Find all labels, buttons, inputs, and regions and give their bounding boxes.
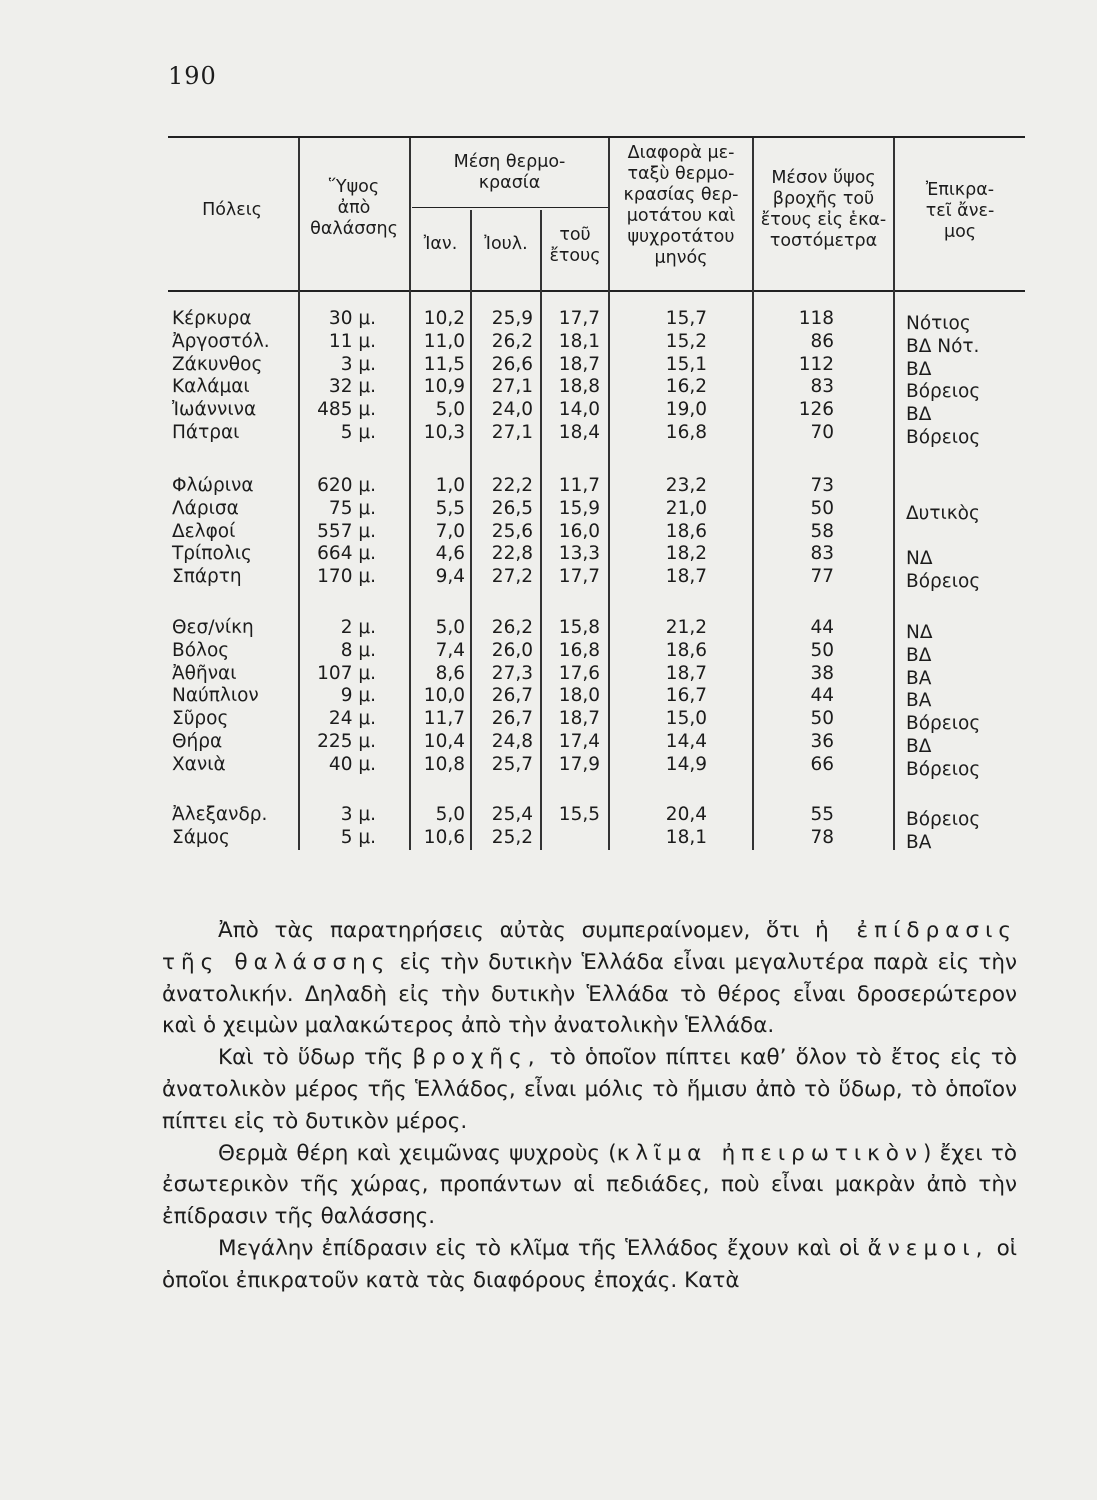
body-text — [162, 915, 1017, 1297]
cell-city: Ἀθῆναι — [172, 662, 237, 684]
cell-diff: 18,7 — [665, 566, 707, 588]
cell-city: Σῦρος — [172, 708, 229, 730]
cell-jul: 25,4 — [491, 804, 533, 825]
cell-diff: 21,2 — [665, 617, 707, 638]
paragraph-text: Μεγάλην ἐπίδρασιν εἰς τὸ κλῖμα τῆς Ἑλλάδος ἔχουν καὶ οἱ — [218, 1235, 868, 1261]
cell-wind: ΒΑ — [906, 667, 932, 689]
cell-wind: ΝΔ — [906, 622, 933, 643]
cell-rain: 118 — [798, 308, 834, 329]
cell-jul: 25,7 — [491, 753, 533, 775]
cell-altitude: 40 μ. — [328, 753, 376, 775]
cell-rain: 73 — [810, 475, 834, 496]
cell-diff: 21,0 — [665, 497, 707, 519]
cell-jul: 26,6 — [491, 353, 533, 375]
cell-year: 15,5 — [558, 804, 600, 825]
cell-jan: 10,8 — [423, 753, 465, 775]
cell-jul: 26,2 — [491, 330, 533, 352]
cell-rain: 50 — [810, 497, 834, 519]
paragraph — [162, 1233, 1017, 1297]
cell-wind: Βόρειος — [906, 758, 981, 780]
cell-rain: 77 — [810, 566, 834, 588]
cell-altitude: 107 μ. — [317, 662, 376, 684]
header-altitude: Ὕψος ἀπὸ θαλάσσης — [310, 177, 398, 239]
cell-altitude: 11 μ. — [328, 330, 376, 352]
header-prevailing-wind: Ἐπικρα- τεῖ ἄνε- μος — [925, 180, 995, 242]
cell-jan: 11,7 — [423, 708, 465, 730]
cell-rain: 70 — [810, 422, 834, 443]
emphasized-text: βροχῆς, — [412, 1045, 541, 1071]
header-jul: Ἰουλ. — [484, 234, 528, 254]
cell-jan: 1,0 — [435, 475, 465, 496]
cell-rain: 44 — [810, 617, 834, 638]
emphasized-text: κλῖμα ἠπειρωτικὸν — [616, 1140, 924, 1166]
emphasized-text: ἄνεμοι, — [867, 1235, 989, 1261]
cell-diff: 16,8 — [665, 422, 707, 443]
cell-altitude: 170 μ. — [317, 566, 376, 588]
emphasized-text: ἡ ἐπίδρασις τῆς θαλάσσης — [162, 918, 1018, 975]
cell-diff: 14,9 — [665, 753, 707, 775]
cell-diff: 16,7 — [665, 685, 707, 707]
cell-altitude: 485 μ. — [317, 399, 376, 421]
header-temp-diff: Διαφορὰ με- ταξὺ θερμο- κρασίας θερ- μοτάτου καὶ ψυχροτάτου μηνός — [623, 143, 739, 268]
cell-city: Ζάκυνθος — [172, 353, 263, 375]
paragraph-text: οἱ ὁποῖοι ἐπικρατοῦν κατὰ τὰς διαφόρους ἐποχάς. Κατὰ — [162, 1235, 1018, 1293]
cell-jan: 10,6 — [423, 826, 465, 848]
paragraph-text: τὸ ὁποῖον πίπτει καθ’ ὅλον τὸ ἔτος εἰς τὸ ἀνατολικὸν μέρος τῆς Ἑλλάδος, εἶναι μόλις τὸ ἥμισυ ἀπὸ τὸ ὕδωρ, τὸ ὁποῖον πίπτει εἰς τὸ δυτικὸν μέρος. — [162, 1045, 1017, 1134]
cell-altitude: 225 μ. — [317, 731, 376, 752]
cell-rain: 86 — [810, 330, 834, 352]
paragraph-text: εἰς τὴν δυτικὴν Ἑλλάδα εἶναι μεγαλυτέρα παρὰ εἰς τὴν ἀνατολικήν. Δηλαδὴ εἰς τὴν δυτικὴν Ἑλλάδα τὸ θέρος εἶναι δροσερώτερον καὶ ὁ χειμὼν μαλακώτερος ἀπὸ τὴν ἀνατολικὴν Ἑλλάδα. — [162, 949, 1018, 1039]
cell-altitude: 75 μ. — [328, 497, 376, 519]
cell-altitude: 3 μ. — [340, 804, 376, 825]
cell-diff: 20,4 — [665, 804, 707, 825]
cell-jan: 10,0 — [423, 685, 465, 707]
cell-city: Σπάρτη — [172, 566, 242, 588]
cell-year: 11,7 — [558, 475, 600, 496]
cell-city: Ναύπλιον — [172, 685, 259, 707]
paragraph-text: Θερμὰ θέρη καὶ χειμῶνας ψυχροὺς ( — [218, 1140, 617, 1166]
cell-city: Θήρα — [172, 731, 223, 752]
cell-wind: ΒΔ Νότ. — [906, 335, 980, 357]
paragraph-text: ) ἔχει τὸ ἐσωτερικὸν τῆς χώρας, προπάντων αἱ πεδιάδες, ποὺ εἶναι μακρὰν ἀπὸ τὴν ἐπίδρασιν τῆς θαλάσσης. — [162, 1140, 1017, 1230]
cell-jan: 4,6 — [435, 543, 465, 565]
cell-rain: 83 — [810, 543, 834, 565]
cell-rain: 55 — [810, 804, 834, 825]
cell-wind: ΒΔ — [906, 404, 932, 426]
cell-altitude: 664 μ. — [317, 543, 376, 565]
cell-jan: 10,3 — [423, 422, 465, 443]
cell-year: 17,7 — [558, 566, 600, 588]
cell-city: Θεσ/νίκη — [172, 617, 254, 638]
cell-altitude: 30 μ. — [328, 308, 376, 329]
cell-jul: 26,2 — [491, 617, 533, 638]
cell-year: 15,8 — [558, 617, 600, 638]
cell-jan: 10,2 — [423, 308, 465, 329]
cell-wind: Βόρειος — [906, 713, 981, 735]
cell-city: Κέρκυρα — [172, 308, 252, 329]
cell-year: 18,1 — [558, 330, 600, 352]
cell-altitude: 3 μ. — [340, 353, 376, 375]
cell-diff: 14,4 — [665, 731, 707, 752]
cell-diff: 15,1 — [665, 353, 707, 375]
cell-city: Πάτραι — [172, 422, 240, 443]
cell-city: Καλάμαι — [172, 376, 250, 398]
cell-diff: 18,2 — [665, 543, 707, 565]
cell-year: 17,4 — [558, 731, 600, 752]
cell-jul: 25,2 — [491, 826, 533, 848]
cell-jan: 5,0 — [435, 804, 465, 825]
cell-altitude: 2 μ. — [340, 617, 376, 638]
cell-city: Ἀλεξανδρ. — [172, 804, 268, 825]
cell-year: 17,9 — [558, 753, 600, 775]
cell-jul: 27,2 — [491, 566, 533, 588]
cell-jan: 5,5 — [435, 497, 465, 519]
cell-jul: 26,7 — [491, 685, 533, 707]
cell-year: 15,9 — [558, 497, 600, 519]
cell-rain: 83 — [810, 376, 834, 398]
cell-diff: 23,2 — [665, 475, 707, 496]
cell-diff: 18,1 — [665, 826, 707, 848]
cell-jul: 26,0 — [491, 639, 533, 661]
cell-city: Ἀργοστόλ. — [172, 330, 270, 352]
cell-wind: ΝΔ — [906, 548, 933, 570]
cell-year: 18,7 — [558, 353, 600, 375]
header-year: τοῦ ἔτους — [549, 225, 601, 266]
cell-wind: ΒΔ — [906, 736, 932, 757]
cell-diff: 15,0 — [665, 708, 707, 730]
cell-rain: 112 — [798, 353, 834, 375]
cell-altitude: 620 μ. — [317, 475, 376, 496]
cell-jan: 10,9 — [423, 376, 465, 398]
cell-diff: 19,0 — [665, 399, 707, 421]
cell-jul: 22,8 — [491, 543, 533, 565]
paragraph-text: Ἀπὸ τὰς παρατηρήσεις αὐτὰς συμπεραίνομεν, ὅτι — [218, 918, 816, 943]
cell-jul: 22,2 — [491, 475, 533, 496]
col-divider — [893, 138, 895, 850]
cell-rain: 58 — [810, 520, 834, 542]
cell-jul: 24,8 — [491, 731, 533, 752]
cell-wind: ΒΔ — [906, 644, 932, 666]
cell-altitude: 32 μ. — [328, 376, 376, 398]
cell-wind: Βόρειος — [906, 571, 981, 593]
cell-jan: 10,4 — [423, 731, 465, 752]
cell-jan: 11,0 — [423, 330, 465, 352]
page-number: 190 — [168, 62, 217, 90]
cell-diff: 15,7 — [665, 308, 707, 329]
cell-altitude: 8 μ. — [340, 639, 376, 661]
cell-year: 17,6 — [558, 662, 600, 684]
cell-rain: 78 — [810, 826, 834, 848]
cell-wind: Βόρειος — [906, 809, 981, 830]
header-jan: Ἰαν. — [423, 234, 458, 254]
cell-year: 18,8 — [558, 376, 600, 398]
cell-altitude: 24 μ. — [328, 708, 376, 730]
cell-year: 18,7 — [558, 708, 600, 730]
cell-altitude: 9 μ. — [340, 685, 376, 707]
paragraph — [162, 1138, 1017, 1233]
cell-jul: 27,1 — [491, 376, 533, 398]
cell-jan: 7,0 — [435, 520, 465, 542]
cell-jan: 7,4 — [435, 639, 465, 661]
cell-jul: 25,6 — [491, 520, 533, 542]
cell-rain: 66 — [810, 753, 834, 775]
cell-jul: 27,3 — [491, 662, 533, 684]
cell-jul: 26,5 — [491, 497, 533, 519]
cell-rain: 50 — [810, 639, 834, 661]
header-city: Πόλεις — [202, 200, 262, 220]
cell-year: 18,4 — [558, 422, 600, 443]
cell-wind: Βόρειος — [906, 427, 981, 448]
paragraph — [162, 1042, 1017, 1137]
temp-header-rule — [412, 207, 608, 208]
cell-city: Χανιὰ — [172, 753, 226, 775]
cell-wind: Δυτικὸς — [906, 502, 980, 524]
cell-wind: ΒΔ — [906, 358, 932, 380]
cell-jul: 26,7 — [491, 708, 533, 730]
cell-diff: 16,2 — [665, 376, 707, 398]
cell-jul: 27,1 — [491, 422, 533, 443]
cell-rain: 126 — [798, 399, 834, 421]
cell-jan: 9,4 — [435, 566, 465, 588]
cell-jan: 11,5 — [423, 353, 465, 375]
cell-city: Τρίπολις — [172, 543, 252, 565]
cell-altitude: 5 μ. — [340, 422, 376, 443]
cell-city: Λάρισα — [172, 497, 239, 519]
cell-rain: 38 — [810, 662, 834, 684]
cell-year: 16,0 — [558, 520, 600, 542]
cell-wind: ΒΑ — [906, 831, 932, 853]
header-rainfall: Μέσον ὕψος βροχῆς τοῦ ἔτους εἰς ἑκα- τοστόμετρα — [760, 168, 887, 251]
cell-year: 14,0 — [558, 399, 600, 421]
cell-jul: 24,0 — [491, 399, 533, 421]
cell-jan: 8,6 — [435, 662, 465, 684]
cell-diff: 18,7 — [665, 662, 707, 684]
cell-rain: 44 — [810, 685, 834, 707]
cell-jan: 5,0 — [435, 399, 465, 421]
cell-diff: 15,2 — [665, 330, 707, 352]
cell-diff: 18,6 — [665, 639, 707, 661]
cell-wind: Βόρειος — [906, 381, 981, 403]
cell-altitude: 557 μ. — [317, 520, 376, 542]
cell-city: Βόλος — [172, 639, 230, 661]
cell-city: Δελφοί — [172, 520, 236, 542]
cell-wind: ΒΑ — [906, 690, 932, 712]
cell-rain: 50 — [810, 708, 834, 730]
paragraph — [162, 915, 1017, 1042]
cell-altitude: 5 μ. — [340, 826, 376, 848]
cell-diff: 18,6 — [665, 520, 707, 542]
paragraph-text: Καὶ τὸ ὕδωρ τῆς — [218, 1045, 413, 1071]
cell-year: 17,7 — [558, 308, 600, 329]
header-mean-temp: Μέση θερμο- κρασία — [453, 152, 566, 193]
cell-jan: 5,0 — [435, 617, 465, 638]
table-header-rule — [168, 290, 1025, 292]
cell-city: Ἰωάννινα — [172, 399, 257, 421]
cell-jul: 25,9 — [491, 308, 533, 329]
cell-city: Φλώρινα — [172, 475, 254, 496]
cell-rain: 36 — [810, 731, 834, 752]
cell-city: Σάμος — [172, 826, 230, 848]
cell-year: 13,3 — [558, 543, 600, 565]
cell-year: 18,0 — [558, 685, 600, 707]
cell-year: 16,8 — [558, 639, 600, 661]
cell-wind: Νότιος — [906, 313, 971, 334]
table-top-rule — [168, 136, 1025, 138]
